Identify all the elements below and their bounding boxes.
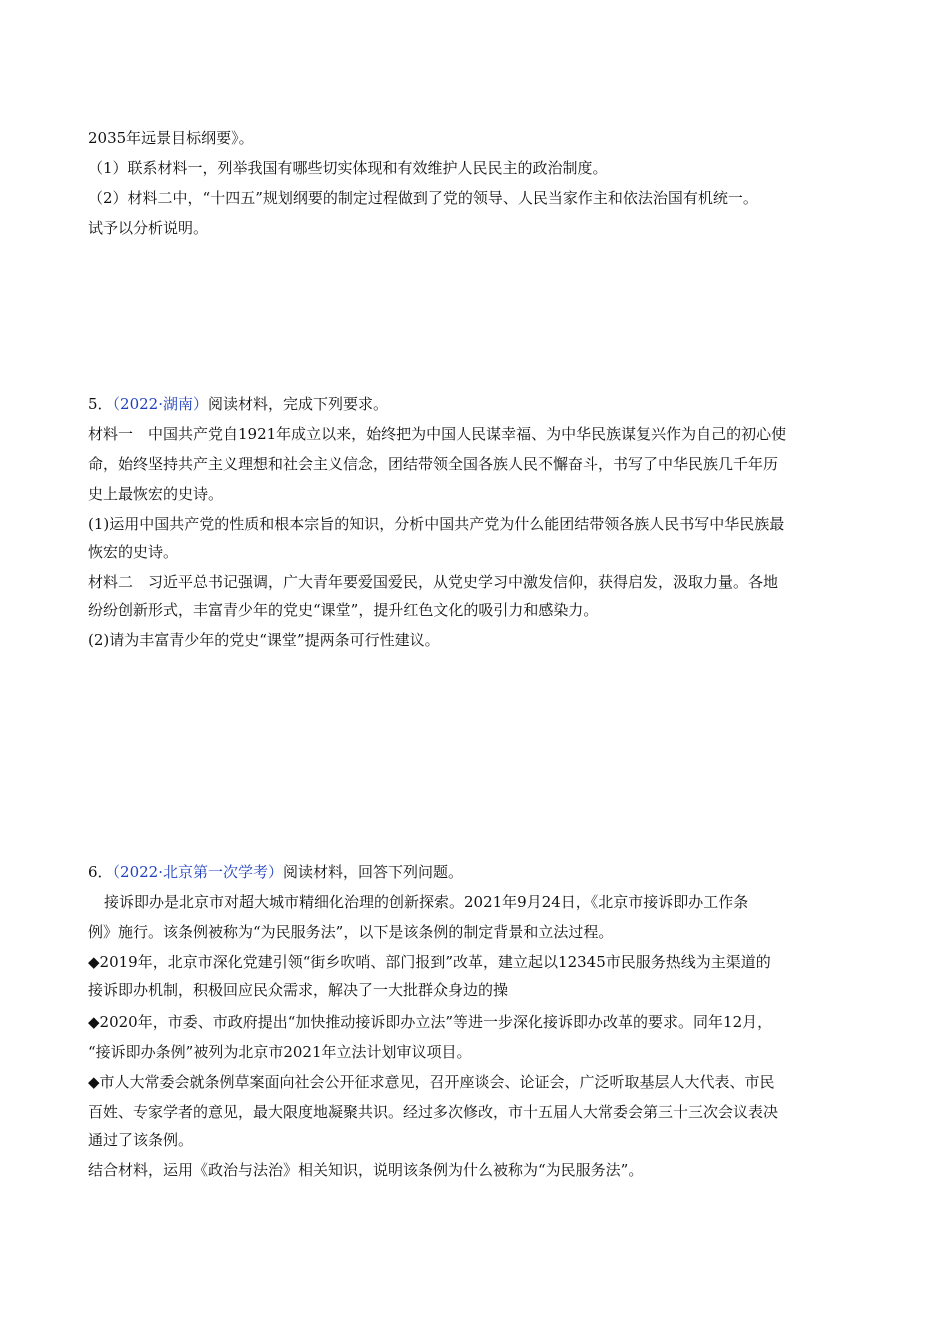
q4-question-2-cont: 试予以分析说明。: [88, 219, 209, 237]
q6-bullet-3-line-3: 通过了该条例。: [88, 1131, 194, 1149]
q6-bullet-2-line-1: ◆2020年，市委、市政府提出“加快推动接诉即办立法”等进一步深化接诉即办改革的要求。同年12月，: [88, 1013, 773, 1031]
q4-line-1: 2035年远景目标纲要》。: [88, 129, 254, 147]
q5-question-1: (1)运用中国共产党的性质和根本宗旨的知识，分析中国共产党为什么能团结带领各族人民书写中华民族最: [88, 515, 785, 533]
q6-bullet-1-line-1: ◆2019年，北京市深化党建引领“街乡吹哨、部门报到”改革，建立起以12345市民服务热线为主渠道的: [88, 953, 771, 971]
q4-question-1: （1）联系材料一，列举我国有哪些切实体现和有效维护人民民主的政治制度。: [88, 159, 608, 177]
q5-material-1-line-1: 材料一 中国共产党自1921年成立以来，始终把为中国人民谋幸福、为中华民族谋复兴作为自己的初心使: [88, 425, 787, 443]
q5-material-2-line-2: 纷纷创新形式，丰富青少年的党史“课堂”，提升红色文化的吸引力和感染力。: [88, 601, 599, 619]
q6-source-link[interactable]: （2022·北京第一次学考）: [112, 863, 283, 881]
q6-bullet-3-line-1: ◆市人大常委会就条例草案面向社会公开征求意见，召开座谈会、论证会，广泛听取基层人大代表、市民: [88, 1073, 775, 1091]
q6-bullet-3-line-2: 百姓、专家学者的意见，最大限度地凝聚共识。经过多次修改，市十五届人大常委会第三十三次会议表决: [88, 1103, 779, 1121]
q6-question: 结合材料，运用《政治与法治》相关知识，说明该条例为什么被称为“为民服务法”。: [88, 1161, 644, 1179]
q6-intro: 阅读材料，回答下列问题。: [283, 863, 464, 881]
q5-source-link[interactable]: （2022·湖南）: [112, 395, 208, 413]
q5-intro: 阅读材料，完成下列要求。: [208, 395, 389, 413]
q5-material-1-line-3: 史上最恢宏的史诗。: [88, 485, 224, 503]
q5-number: 5．: [88, 395, 113, 413]
q6-material-line-2: 例》施行。该条例被称为“为民服务法”，以下是该条例的制定背景和立法过程。: [88, 923, 614, 941]
q5-question-1-cont: 恢宏的史诗。: [88, 543, 179, 561]
q6-number: 6．: [88, 863, 113, 881]
q5-material-2-line-1: 材料二 习近平总书记强调，广大青年要爱国爱民，从党史学习中激发信仰，获得启发，汲取力量。各地: [88, 573, 779, 591]
q6-material-line-1: 接诉即办是北京市对超大城市精细化治理的创新探索。2021年9月24日，《北京市接诉即办工作条: [104, 893, 749, 911]
q6-bullet-2-line-2: “接诉即办条例”被列为北京市2021年立法计划审议项目。: [88, 1043, 472, 1061]
q4-question-2: （2）材料二中，“十四五”规划纲要的制定过程做到了党的领导、人民当家作主和依法治国有机统一。: [88, 189, 758, 207]
q6-bullet-1-line-2: 接诉即办机制，积极回应民众需求，解决了一大批群众身边的操: [88, 981, 509, 999]
q5-header: [88, 394, 388, 414]
q5-material-1-line-2: 命，始终坚持共产主义理想和社会主义信念，团结带领全国各族人民不懈奋斗，书写了中华民族几千年历: [88, 455, 779, 473]
q6-header: [88, 862, 463, 882]
q5-question-2: (2)请为丰富青少年的党史“课堂”提两条可行性建议。: [88, 631, 440, 649]
